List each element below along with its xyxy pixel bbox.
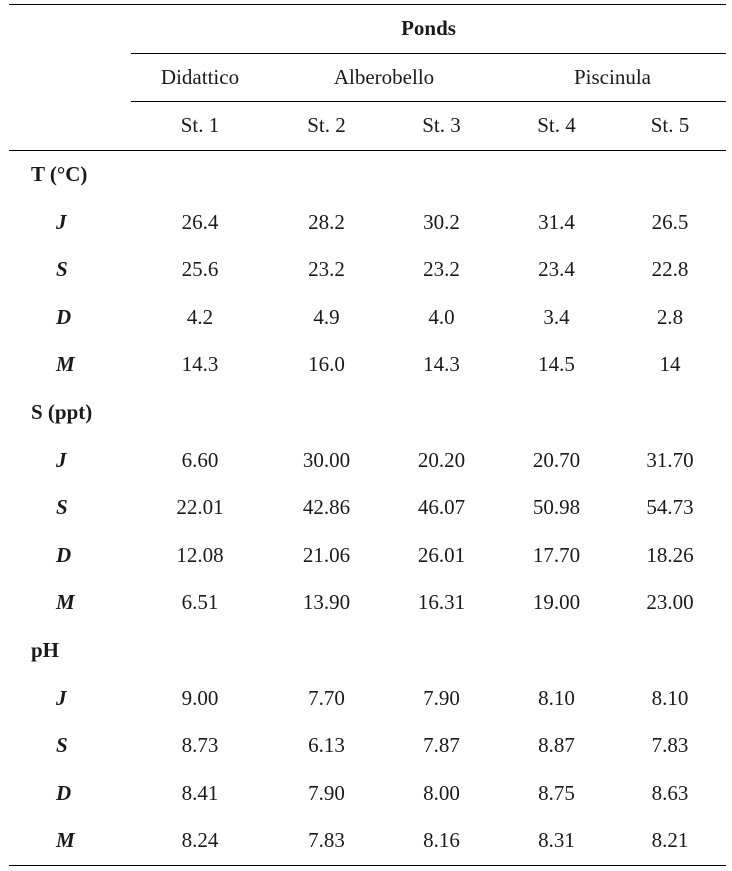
value-cell: 13.90 bbox=[302, 590, 351, 615]
month-label: J bbox=[56, 209, 67, 234]
value-cell: 8.73 bbox=[181, 733, 219, 758]
value-cell: 7.70 bbox=[308, 685, 345, 710]
station-header: St. 2 bbox=[269, 102, 384, 151]
value-cell: 2.8 bbox=[656, 304, 684, 329]
empty-cell bbox=[131, 389, 269, 437]
empty-cell bbox=[384, 389, 499, 437]
pond-name-piscinula: Piscinula bbox=[499, 53, 726, 102]
value-cell: 4.2 bbox=[186, 304, 214, 329]
table-row bbox=[9, 294, 726, 342]
pond-name-didattico: Didattico bbox=[131, 53, 269, 102]
value-cell: 6.60 bbox=[181, 447, 219, 472]
parameter-label: S (ppt) bbox=[31, 400, 93, 425]
ponds-parameters-table bbox=[9, 4, 726, 866]
value-cell: 7.90 bbox=[308, 780, 345, 805]
value-cell: 8.00 bbox=[423, 780, 460, 805]
value-cell: 26.4 bbox=[181, 209, 219, 234]
data-table-container bbox=[9, 4, 726, 866]
value-cell: 28.2 bbox=[308, 209, 345, 234]
empty-cell bbox=[499, 150, 614, 198]
header-row-ponds bbox=[9, 5, 726, 54]
value-cell: 8.63 bbox=[651, 780, 689, 805]
parameter-row bbox=[9, 627, 726, 675]
table-row bbox=[9, 436, 726, 484]
empty-cell bbox=[269, 627, 384, 675]
value-cell: 7.83 bbox=[269, 817, 384, 865]
value-cell: 46.07 bbox=[417, 495, 466, 520]
value-cell: 25.6 bbox=[181, 257, 219, 282]
table-row bbox=[9, 198, 726, 246]
empty-cell bbox=[614, 150, 726, 198]
value-cell: 19.00 bbox=[532, 590, 581, 615]
corner-cell bbox=[9, 102, 131, 151]
value-cell: 3.4 bbox=[543, 304, 570, 329]
value-cell: 8.75 bbox=[538, 780, 575, 805]
value-cell: 26.5 bbox=[651, 209, 689, 234]
table-row bbox=[9, 579, 726, 627]
header-row-stations bbox=[9, 102, 726, 151]
value-cell: 7.87 bbox=[423, 733, 460, 758]
month-label: D bbox=[56, 304, 72, 329]
month-label: S bbox=[56, 733, 68, 758]
value-cell: 42.86 bbox=[302, 495, 351, 520]
parameter-row bbox=[9, 150, 726, 198]
corner-cell bbox=[9, 5, 131, 54]
table-row bbox=[9, 674, 726, 722]
table-body bbox=[9, 150, 726, 865]
empty-cell bbox=[499, 627, 614, 675]
month-label: M bbox=[9, 817, 131, 865]
value-cell: 14.3 bbox=[423, 352, 460, 377]
empty-cell bbox=[614, 627, 726, 675]
value-cell: 6.13 bbox=[308, 733, 345, 758]
value-cell: 12.08 bbox=[176, 542, 224, 567]
value-cell: 30.2 bbox=[423, 209, 460, 234]
table-row bbox=[9, 817, 726, 865]
value-cell: 14.5 bbox=[538, 352, 575, 377]
table-row bbox=[9, 341, 726, 389]
table-row bbox=[9, 246, 726, 294]
value-cell: 21.06 bbox=[302, 542, 351, 567]
value-cell: 54.73 bbox=[646, 495, 694, 520]
table-row bbox=[9, 532, 726, 580]
pond-name-alberobello: Alberobello bbox=[269, 53, 499, 102]
value-cell: 20.20 bbox=[417, 447, 466, 472]
corner-cell bbox=[9, 53, 131, 102]
value-cell: 8.87 bbox=[538, 733, 575, 758]
month-label: D bbox=[56, 542, 72, 567]
empty-cell bbox=[131, 627, 269, 675]
value-cell: 8.10 bbox=[651, 685, 689, 710]
ponds-header: Ponds bbox=[131, 5, 726, 54]
empty-cell bbox=[269, 150, 384, 198]
value-cell: 20.70 bbox=[532, 447, 581, 472]
value-cell: 6.51 bbox=[181, 590, 219, 615]
value-cell: 22.01 bbox=[176, 495, 224, 520]
month-label: M bbox=[56, 352, 75, 377]
value-cell: 30.00 bbox=[302, 447, 351, 472]
value-cell: 31.70 bbox=[646, 447, 694, 472]
month-label: J bbox=[56, 447, 67, 472]
value-cell: 17.70 bbox=[532, 542, 581, 567]
month-label: J bbox=[56, 685, 67, 710]
station-header: St. 1 bbox=[131, 102, 269, 151]
parameter-label: pH bbox=[31, 638, 60, 663]
empty-cell bbox=[499, 389, 614, 437]
value-cell: 18.26 bbox=[646, 542, 694, 567]
value-cell: 8.31 bbox=[499, 817, 614, 865]
month-label: S bbox=[56, 495, 68, 520]
empty-cell bbox=[384, 150, 499, 198]
value-cell: 9.00 bbox=[181, 685, 219, 710]
empty-cell bbox=[269, 389, 384, 437]
month-label: M bbox=[56, 590, 75, 615]
value-cell: 4.0 bbox=[428, 304, 455, 329]
value-cell: 50.98 bbox=[532, 495, 581, 520]
value-cell: 14 bbox=[659, 352, 681, 377]
header-row-pond-names bbox=[9, 53, 726, 102]
value-cell: 8.41 bbox=[181, 780, 219, 805]
value-cell: 8.24 bbox=[131, 817, 269, 865]
value-cell: 7.83 bbox=[651, 733, 689, 758]
value-cell: 23.2 bbox=[308, 257, 345, 282]
value-cell: 8.16 bbox=[384, 817, 499, 865]
value-cell: 7.90 bbox=[423, 685, 460, 710]
value-cell: 22.8 bbox=[651, 257, 689, 282]
station-header: St. 4 bbox=[499, 102, 614, 151]
station-header: St. 3 bbox=[384, 102, 499, 151]
value-cell: 16.31 bbox=[417, 590, 466, 615]
value-cell: 23.2 bbox=[423, 257, 460, 282]
value-cell: 23.00 bbox=[646, 590, 694, 615]
month-label: S bbox=[56, 257, 68, 282]
value-cell: 14.3 bbox=[181, 352, 219, 377]
empty-cell bbox=[614, 389, 726, 437]
value-cell: 8.21 bbox=[614, 817, 726, 865]
parameter-label: T (°C) bbox=[31, 162, 88, 187]
value-cell: 23.4 bbox=[538, 257, 575, 282]
table-row bbox=[9, 770, 726, 818]
empty-cell bbox=[131, 150, 269, 198]
value-cell: 16.0 bbox=[308, 352, 345, 377]
table-row bbox=[9, 722, 726, 770]
empty-cell bbox=[384, 627, 499, 675]
value-cell: 4.9 bbox=[313, 304, 340, 329]
month-label: D bbox=[56, 780, 72, 805]
station-header: St. 5 bbox=[614, 102, 726, 151]
parameter-row bbox=[9, 389, 726, 437]
value-cell: 26.01 bbox=[417, 542, 466, 567]
table-row bbox=[9, 484, 726, 532]
value-cell: 31.4 bbox=[538, 209, 575, 234]
value-cell: 8.10 bbox=[538, 685, 575, 710]
